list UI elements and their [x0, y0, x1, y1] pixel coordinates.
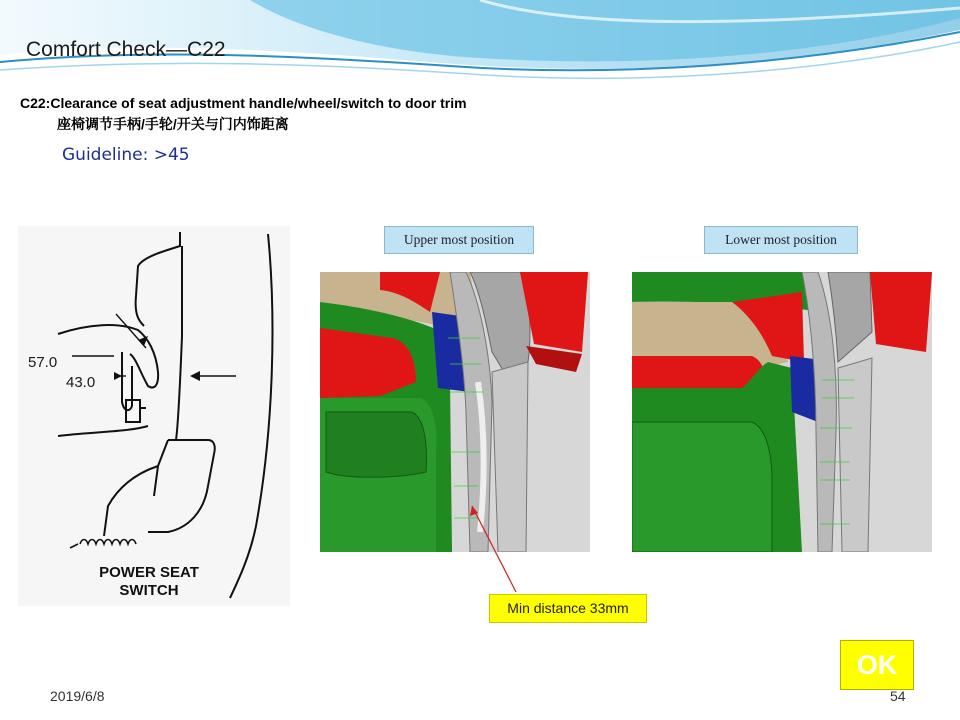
- diagram-caption-line2: SWITCH: [119, 582, 179, 599]
- slide-title: Comfort Check—C22: [26, 38, 226, 61]
- seat-switch-diagram: [18, 226, 290, 606]
- dimension-label-57: 57.0: [28, 354, 58, 371]
- dimension-label-43: 43.0: [66, 374, 96, 391]
- footer-date: 2019/6/8: [50, 688, 105, 704]
- lower-position-label: Lower most position: [704, 226, 858, 254]
- diagram-caption: [18, 564, 280, 600]
- lower-position-render: [632, 272, 932, 552]
- subtitle-english: C22:Clearance of seat adjustment handle/wheel/switch to door trim: [20, 95, 467, 111]
- lower-position-cad-image: [632, 272, 932, 552]
- upper-position-label: Upper most position: [384, 226, 534, 254]
- footer-page-number: 54: [890, 688, 906, 704]
- seat-switch-line-drawing: [18, 226, 290, 606]
- min-distance-callout: Min distance 33mm: [489, 594, 647, 623]
- diagram-caption-line1: POWER SEAT: [99, 564, 199, 581]
- guideline-text: Guideline: >45: [62, 145, 190, 165]
- subtitle-chinese: 座椅调节手柄/手轮/开关与门内饰距离: [57, 116, 289, 132]
- ok-status-badge: OK: [840, 640, 914, 690]
- callout-leader-line: [440, 500, 560, 600]
